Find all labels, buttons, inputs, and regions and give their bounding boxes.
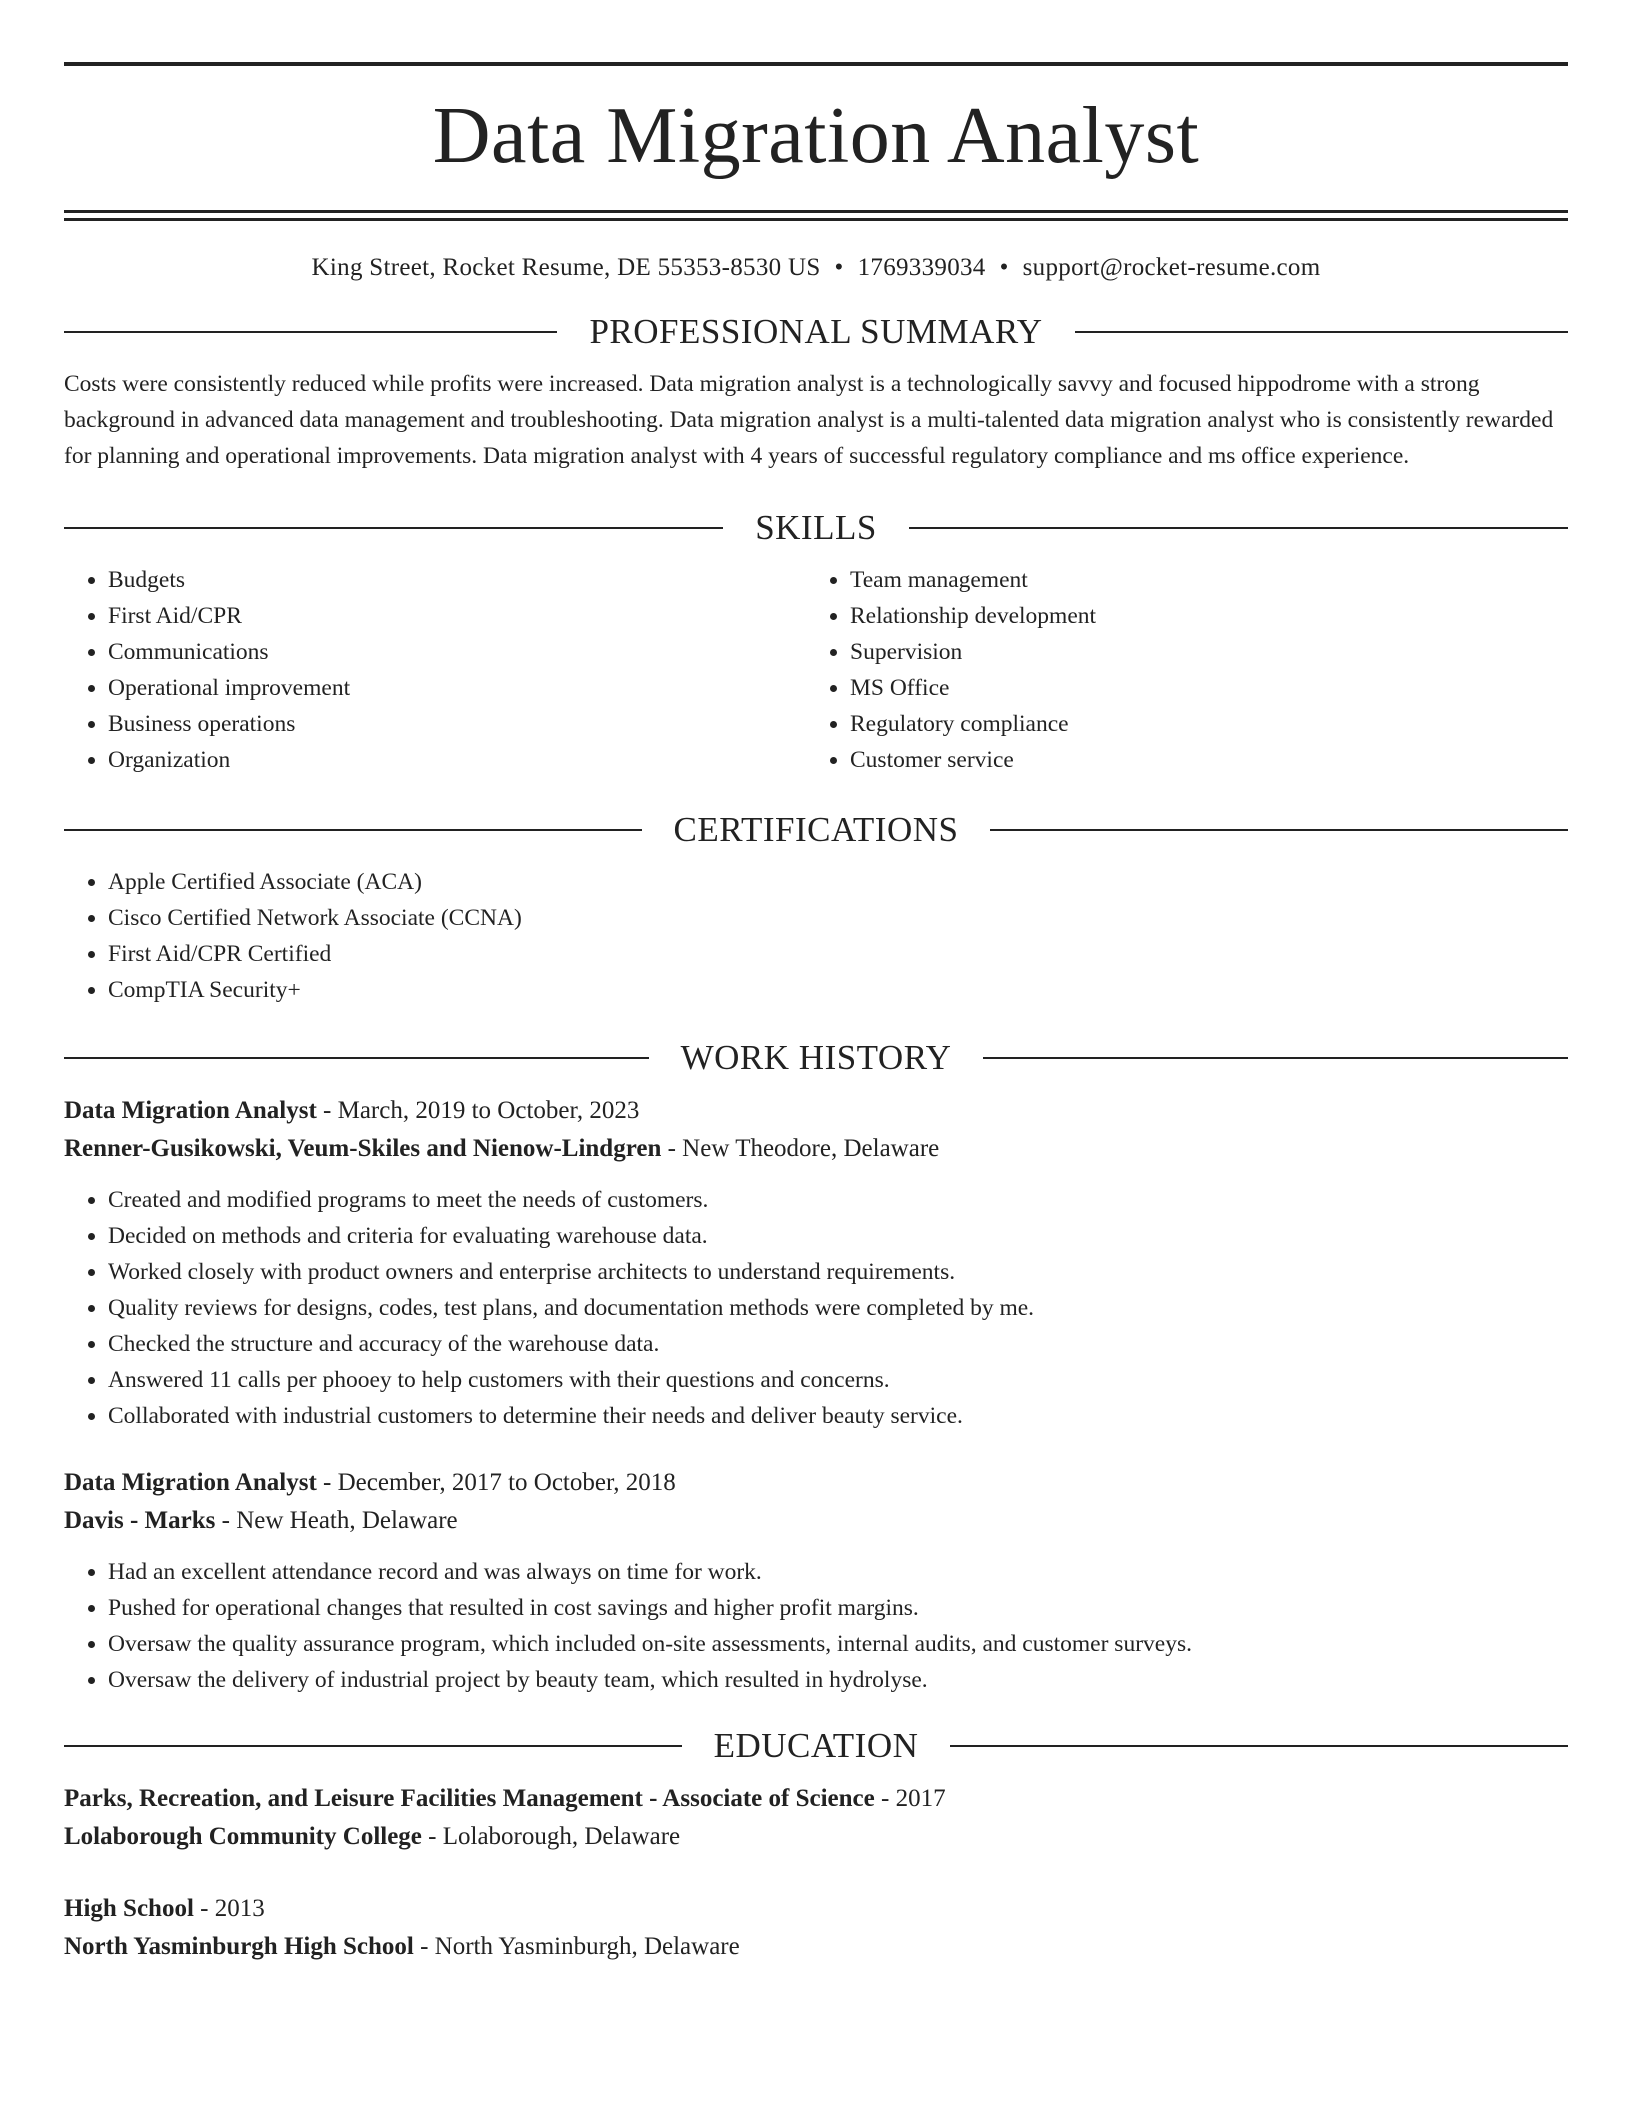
skill-item: • Relationship development (850, 598, 1558, 634)
education-location: - North Yasminburgh, Delaware (413, 1933, 740, 1960)
job-bullet: • Worked closely with product owners and enterprise architects to understand requirements. (108, 1254, 1568, 1290)
job-bullet: • Collaborated with industrial customers to determine their needs and deliver beauty service. (108, 1398, 1568, 1434)
certifications-heading (64, 810, 1568, 850)
certification-item: • Apple Certified Associate (ACA) (108, 864, 1568, 900)
education-degree: High School (64, 1895, 194, 1922)
heading-rule-right (1075, 331, 1568, 333)
skill-item: • Supervision (850, 634, 1558, 670)
skill-item: • Team management (850, 562, 1558, 598)
heading-rule-left (64, 331, 557, 333)
contact-line (64, 254, 1568, 282)
job-company: Renner-Gusikowski, Veum-Skiles and Nienow-Lindgren (64, 1135, 662, 1162)
skill-item: • First Aid/CPR (108, 598, 806, 634)
heading-rule-right (909, 527, 1568, 529)
job-bullet: • Oversaw the delivery of industrial project by beauty team, which resulted in hydrolyse. (108, 1662, 1568, 1698)
job-location: - New Heath, Delaware (215, 1507, 458, 1534)
skills-column-right (806, 562, 1558, 778)
contact-phone: 1769339034 (857, 254, 986, 281)
heading-rule-right (983, 1057, 1568, 1059)
education-heading (64, 1726, 1568, 1766)
certification-item: • Cisco Certified Network Associate (CCNA) (108, 900, 1568, 936)
education-school-line (64, 1818, 1568, 1856)
heading-rule-left (64, 1057, 649, 1059)
heading-rule-left (64, 1745, 682, 1747)
education-location: - Lolaborough, Delaware (421, 1823, 681, 1850)
heading-rule-left (64, 527, 723, 529)
job-company-line (64, 1502, 1568, 1540)
contact-email: support@rocket-resume.com (1022, 254, 1321, 281)
job-role: Data Migration Analyst (64, 1469, 317, 1496)
job-bullets (64, 1554, 1568, 1698)
job-bullet: • Checked the structure and accuracy of the warehouse data. (108, 1326, 1568, 1362)
education-school: North Yasminburgh High School (64, 1933, 414, 1960)
education-year: - 2013 (193, 1895, 265, 1922)
skill-item: • MS Office (850, 670, 1558, 706)
skill-item: • Customer service (850, 742, 1558, 778)
job-bullet: • Answered 11 calls per phooey to help customers with their questions and concerns. (108, 1362, 1568, 1398)
certifications-title: CERTIFICATIONS (673, 810, 959, 849)
skill-item: • Business operations (108, 706, 806, 742)
education-school: Lolaborough Community College (64, 1823, 422, 1850)
education-degree-line (64, 1890, 1568, 1928)
top-rule (64, 62, 1568, 66)
contact-separator: • (999, 254, 1009, 281)
job-role: Data Migration Analyst (64, 1097, 317, 1124)
job-bullet: • Pushed for operational changes that resulted in cost savings and higher profit margins. (108, 1590, 1568, 1626)
contact-separator: • (834, 254, 844, 281)
skill-item: • Communications (108, 634, 806, 670)
job-company-line (64, 1130, 1568, 1168)
job-bullets (64, 1182, 1568, 1434)
skill-item: • Budgets (108, 562, 806, 598)
skills-list (64, 562, 1568, 778)
job-bullet: • Oversaw the quality assurance program, which included on-site assessments, internal audits, and customer surveys. (108, 1626, 1568, 1662)
title-double-rule (64, 210, 1568, 221)
education-school-line (64, 1928, 1568, 1966)
job-dates: - December, 2017 to October, 2018 (316, 1469, 676, 1496)
job-title-line (64, 1092, 1568, 1130)
education-entry (64, 1780, 1568, 1856)
contact-address: King Street, Rocket Resume, DE 55353-8530 US (311, 254, 821, 281)
skills-column-left (64, 562, 806, 778)
education-entry (64, 1890, 1568, 1966)
job-location: - New Theodore, Delaware (661, 1135, 940, 1162)
heading-rule-left (64, 829, 642, 831)
job-company: Davis - Marks (64, 1507, 216, 1534)
certification-item: • First Aid/CPR Certified (108, 936, 1568, 972)
job-title-line (64, 1464, 1568, 1502)
job-entry (64, 1092, 1568, 1434)
work-history-title: WORK HISTORY (680, 1038, 952, 1077)
job-entry (64, 1464, 1568, 1698)
work-history-heading (64, 1038, 1568, 1078)
resume-title: Data Migration Analyst (432, 92, 1200, 180)
heading-rule-right (990, 829, 1568, 831)
job-bullet: • Had an excellent attendance record and was always on time for work. (108, 1554, 1568, 1590)
education-degree: Parks, Recreation, and Leisure Facilities Management - Associate of Science (64, 1785, 875, 1812)
skills-heading (64, 508, 1568, 548)
skills-title: SKILLS (755, 508, 877, 547)
education-degree-line (64, 1780, 1568, 1818)
certification-item: • CompTIA Security+ (108, 972, 1568, 1008)
skill-item: • Regulatory compliance (850, 706, 1558, 742)
summary-text: Costs were consistently reduced while profits were increased. Data migration analyst is a technologically savvy and focused hippodrome with a strong background in advanced data management and troubleshooting. Data migration analyst is a multi-talented data migration analyst who is consistently rewarded for planning and operational improvements. Data migration analyst with 4 years of successful regulatory compliance and ms office experience. (64, 371, 1554, 469)
job-bullet: • Decided on methods and criteria for evaluating warehouse data. (108, 1218, 1568, 1254)
job-bullet: • Created and modified programs to meet the needs of customers. (108, 1182, 1568, 1218)
summary-title: PROFESSIONAL SUMMARY (589, 312, 1043, 351)
education-title: EDUCATION (713, 1726, 919, 1765)
certifications-list (64, 864, 1568, 1008)
job-bullet: • Quality reviews for designs, codes, test plans, and documentation methods were completed by me. (108, 1290, 1568, 1326)
resume-page (64, 0, 1568, 1966)
skill-item: • Organization (108, 742, 806, 778)
heading-rule-right (950, 1745, 1568, 1747)
job-dates: - March, 2019 to October, 2023 (316, 1097, 640, 1124)
summary-heading (64, 312, 1568, 352)
skill-item: • Operational improvement (108, 670, 806, 706)
education-year: - 2017 (874, 1785, 946, 1812)
